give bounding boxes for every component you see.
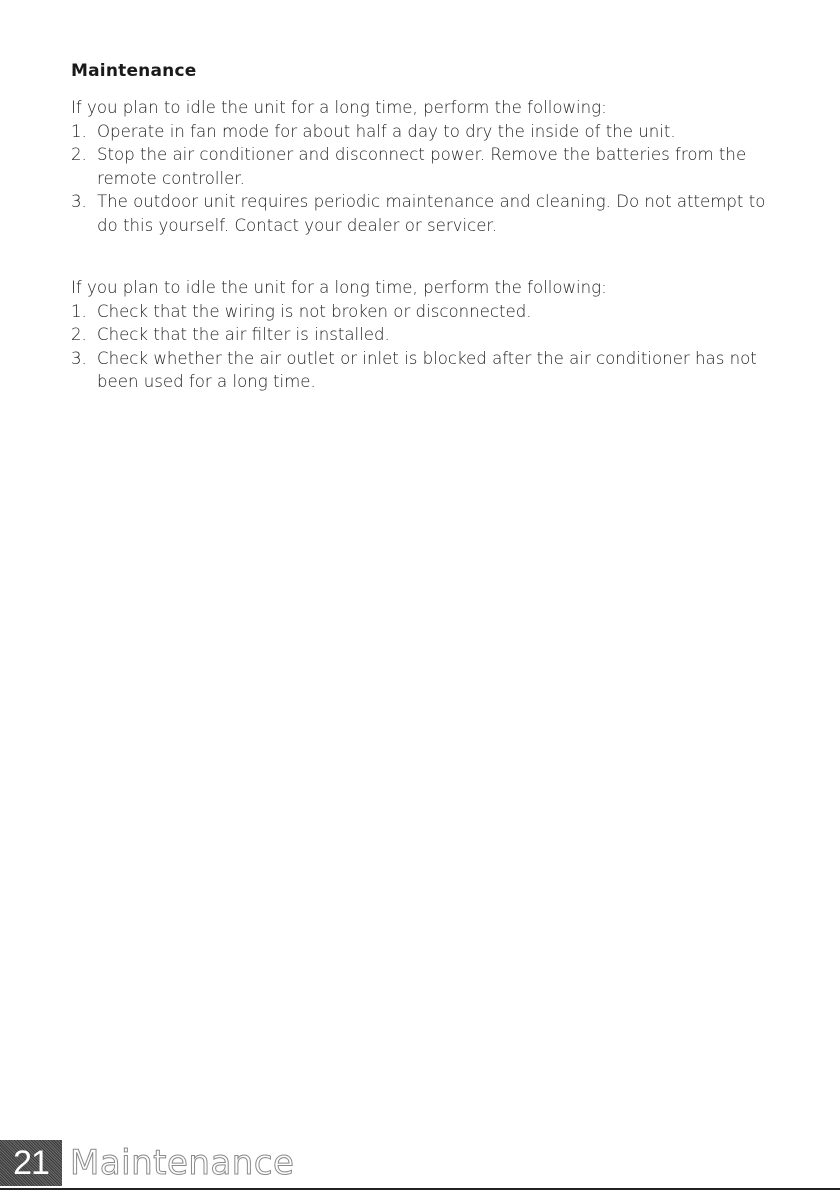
list-item — [71, 190, 771, 237]
item-text: Check that the air filter is installed. — [97, 325, 390, 344]
list-item — [71, 323, 771, 347]
item-number: 3. — [71, 192, 87, 211]
item-text: The outdoor unit requires periodic maintenance and cleaning. Do not attempt to do this yourself. Contact your dealer or servicer. — [97, 192, 766, 235]
page-number-badge: 21 — [0, 1140, 62, 1186]
instruction-list — [71, 300, 771, 394]
list-item — [71, 347, 771, 394]
item-number: 3. — [71, 348, 87, 368]
section-intro: If you plan to idle the unit for a long time, perform the following: — [71, 98, 607, 117]
idle-instructions-section-1 — [71, 96, 771, 237]
item-text: Stop the air conditioner and disconnect power. Remove the batteries from the remote controller. — [97, 145, 747, 188]
item-text: Check whether the air outlet or inlet is blocked after the air conditioner has not been used for a long time. — [97, 348, 757, 391]
instruction-list — [71, 120, 771, 238]
list-item — [71, 300, 771, 324]
item-number: 1. — [71, 301, 87, 321]
footer-section-title: Maintenance — [70, 1143, 295, 1183]
section-intro: If you plan to idle the unit for a long time, perform the following: — [71, 278, 607, 297]
footer-divider — [0, 1188, 840, 1190]
item-number: 1. — [71, 121, 87, 141]
item-number: 2. — [71, 325, 87, 344]
idle-instructions-section-2 — [71, 276, 771, 394]
item-number: 2. — [71, 145, 87, 164]
item-text: Operate in fan mode for about half a day to dry the inside of the unit. — [97, 121, 676, 141]
item-text: Check that the wiring is not broken or disconnected. — [97, 301, 532, 321]
page-footer — [0, 1138, 840, 1188]
list-item — [71, 120, 771, 144]
page-heading: Maintenance — [71, 61, 197, 81]
list-item — [71, 143, 771, 190]
